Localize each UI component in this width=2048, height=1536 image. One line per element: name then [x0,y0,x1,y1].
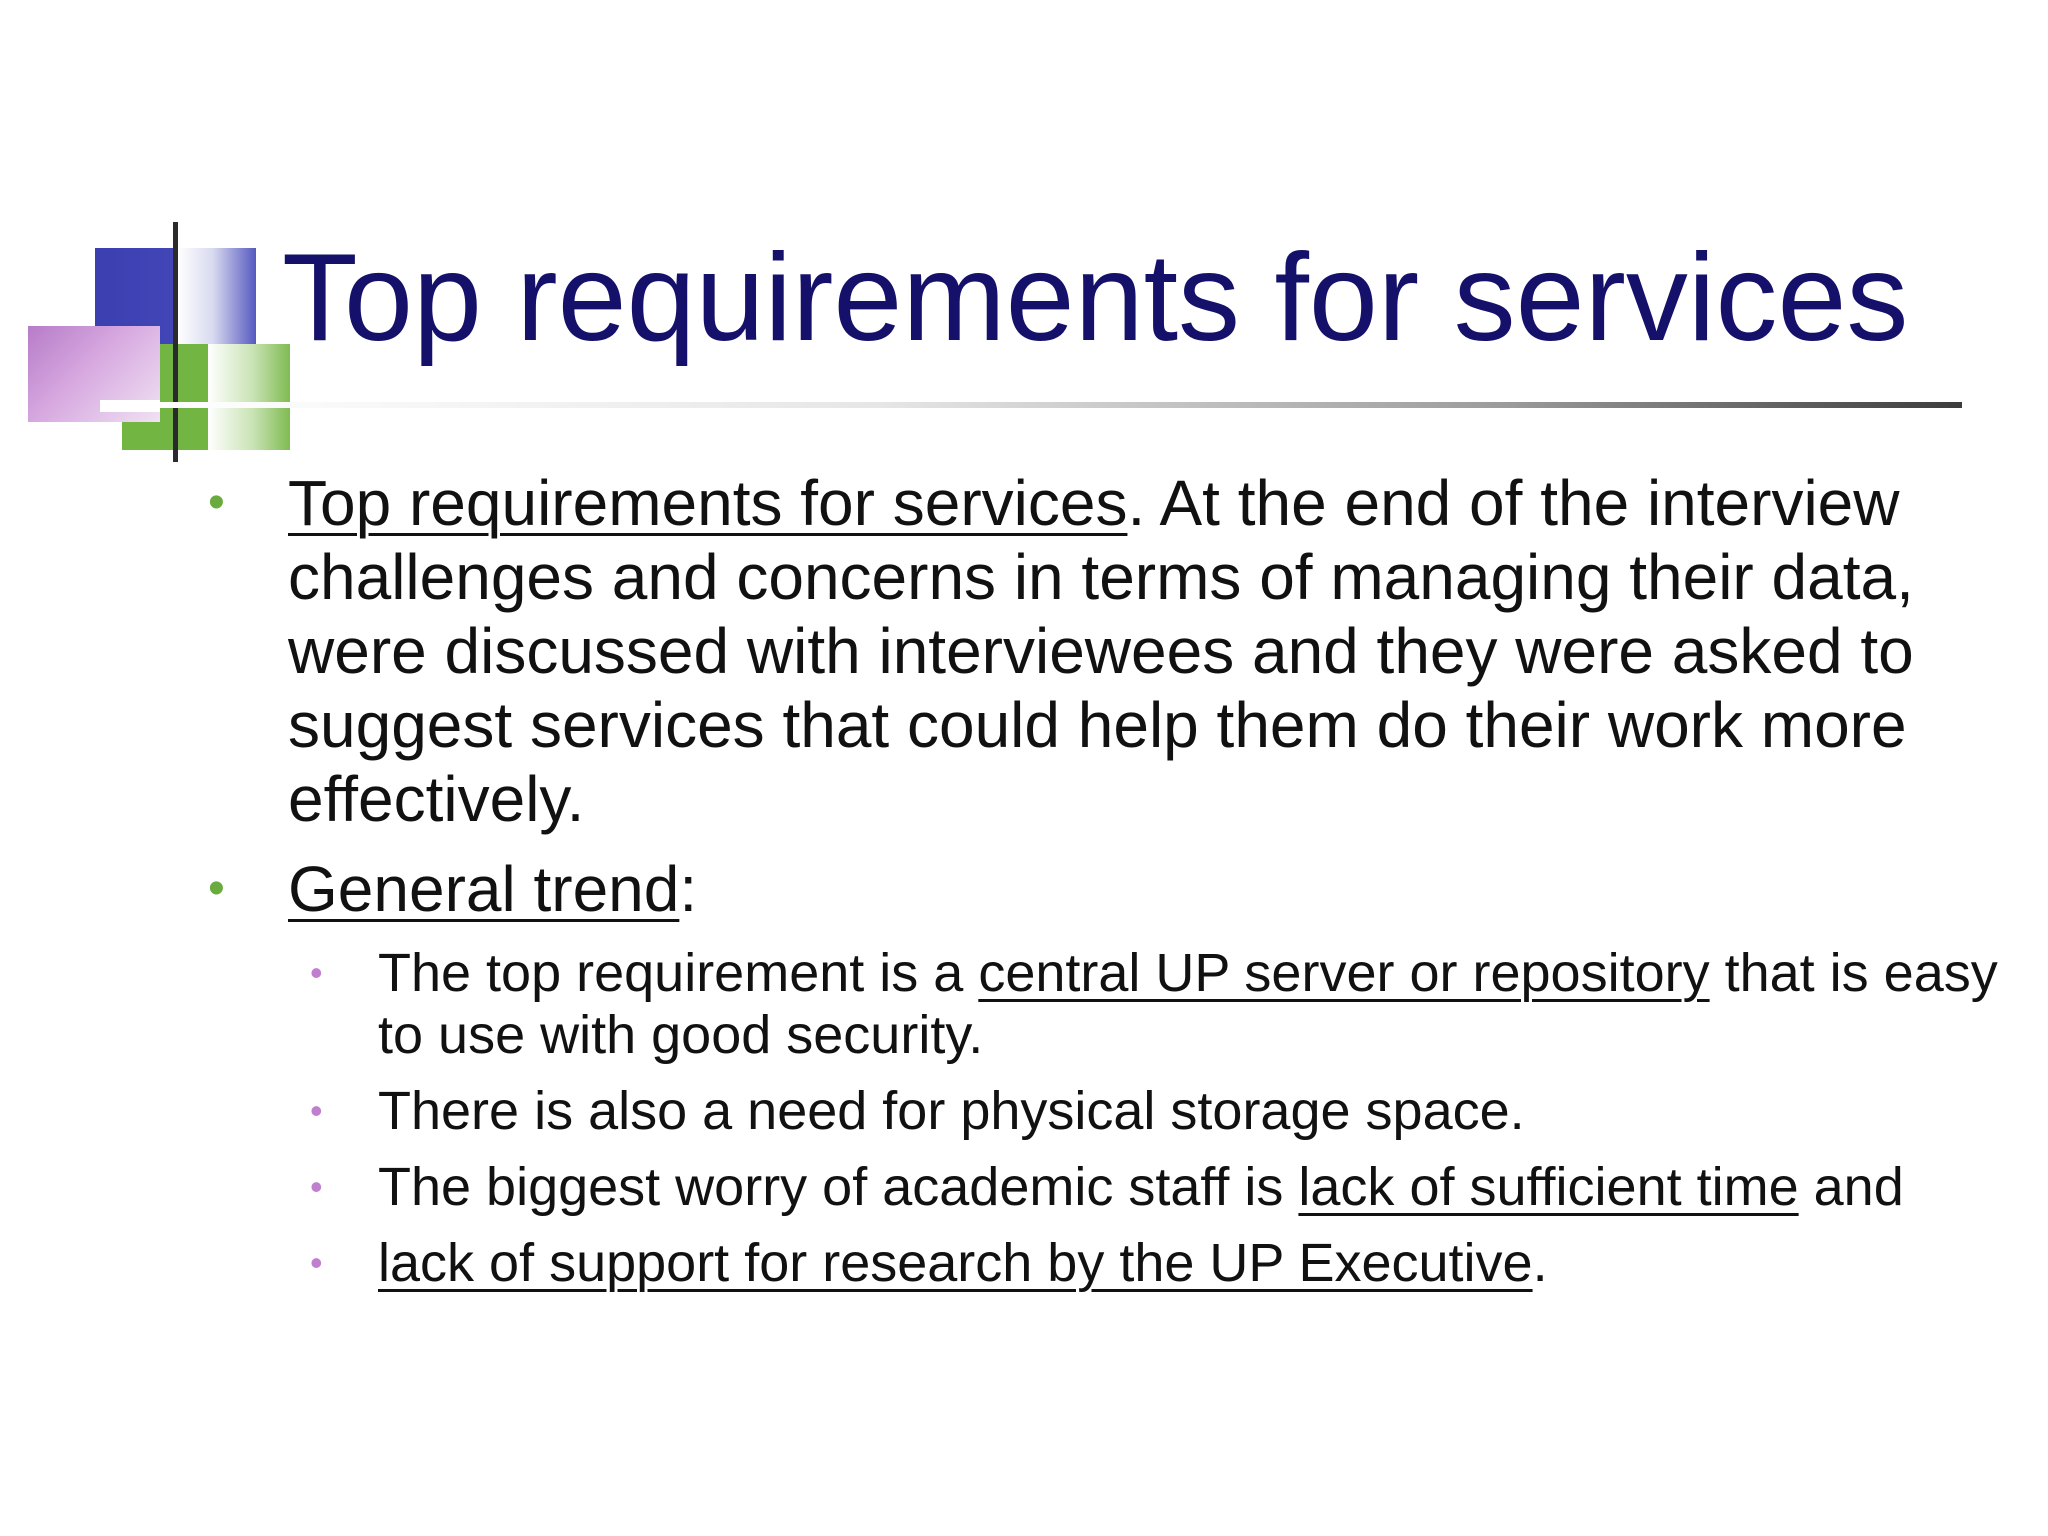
sub-bullet-item-1 [200,942,2020,1066]
slide-title: Top requirements for services [282,229,1909,367]
bullet-item-1 [200,466,2020,836]
bullet-2-text: : [679,853,698,925]
sub-bullet-2-text: There is also a need for physical storage space. [378,1081,1525,1141]
bullet-1-heading: Top requirements for services [288,467,1128,539]
sub-bullet-1-underlined: central UP server or repository [978,943,1710,1003]
bullet-dot-icon: • [208,862,225,915]
sub-bullet-dot-icon: • [310,1242,323,1283]
sub-bullet-1-before: The top requirement is a [378,943,979,1003]
sub-bullet-3-before: The biggest worry of academic staff is [378,1157,1299,1217]
sub-bullet-dot-icon: • [310,1166,323,1207]
sub-bullet-4-after: . [1532,1233,1548,1293]
sub-bullet-3-after: and [1798,1157,1904,1217]
bullet-2-heading: General trend [288,853,680,925]
sub-bullet-1-after: that is easy to use with good security. [378,943,1998,1065]
sub-bullet-dot-icon: • [310,952,323,993]
bullet-1-text: . At the end of the interview challenges and concerns in terms of managing their data, were discussed with interviewees and they were asked to suggest services that could help them do their work more effectively. [288,467,1914,835]
title-underline-rule [160,402,1962,408]
vertical-line [173,222,178,462]
sub-bullet-item-3 [200,1156,2020,1218]
sub-bullet-dot-icon: • [310,1090,323,1131]
white-bar-shape [100,400,160,412]
green-gradient-shape [208,344,290,450]
blue-gradient-shape [178,248,256,348]
slide-logo-decoration [0,0,300,480]
sub-bullet-item-4 [200,1232,2020,1294]
sub-bullet-4-underlined: lack of support for research by the UP Executive [378,1233,1533,1293]
sub-bullet-3-underlined: lack of sufficient time [1298,1157,1799,1217]
sub-bullet-item-2 [200,1080,2020,1142]
slide-body [200,466,2020,1308]
bullet-dot-icon: • [208,476,225,529]
bullet-item-2 [200,852,2020,926]
